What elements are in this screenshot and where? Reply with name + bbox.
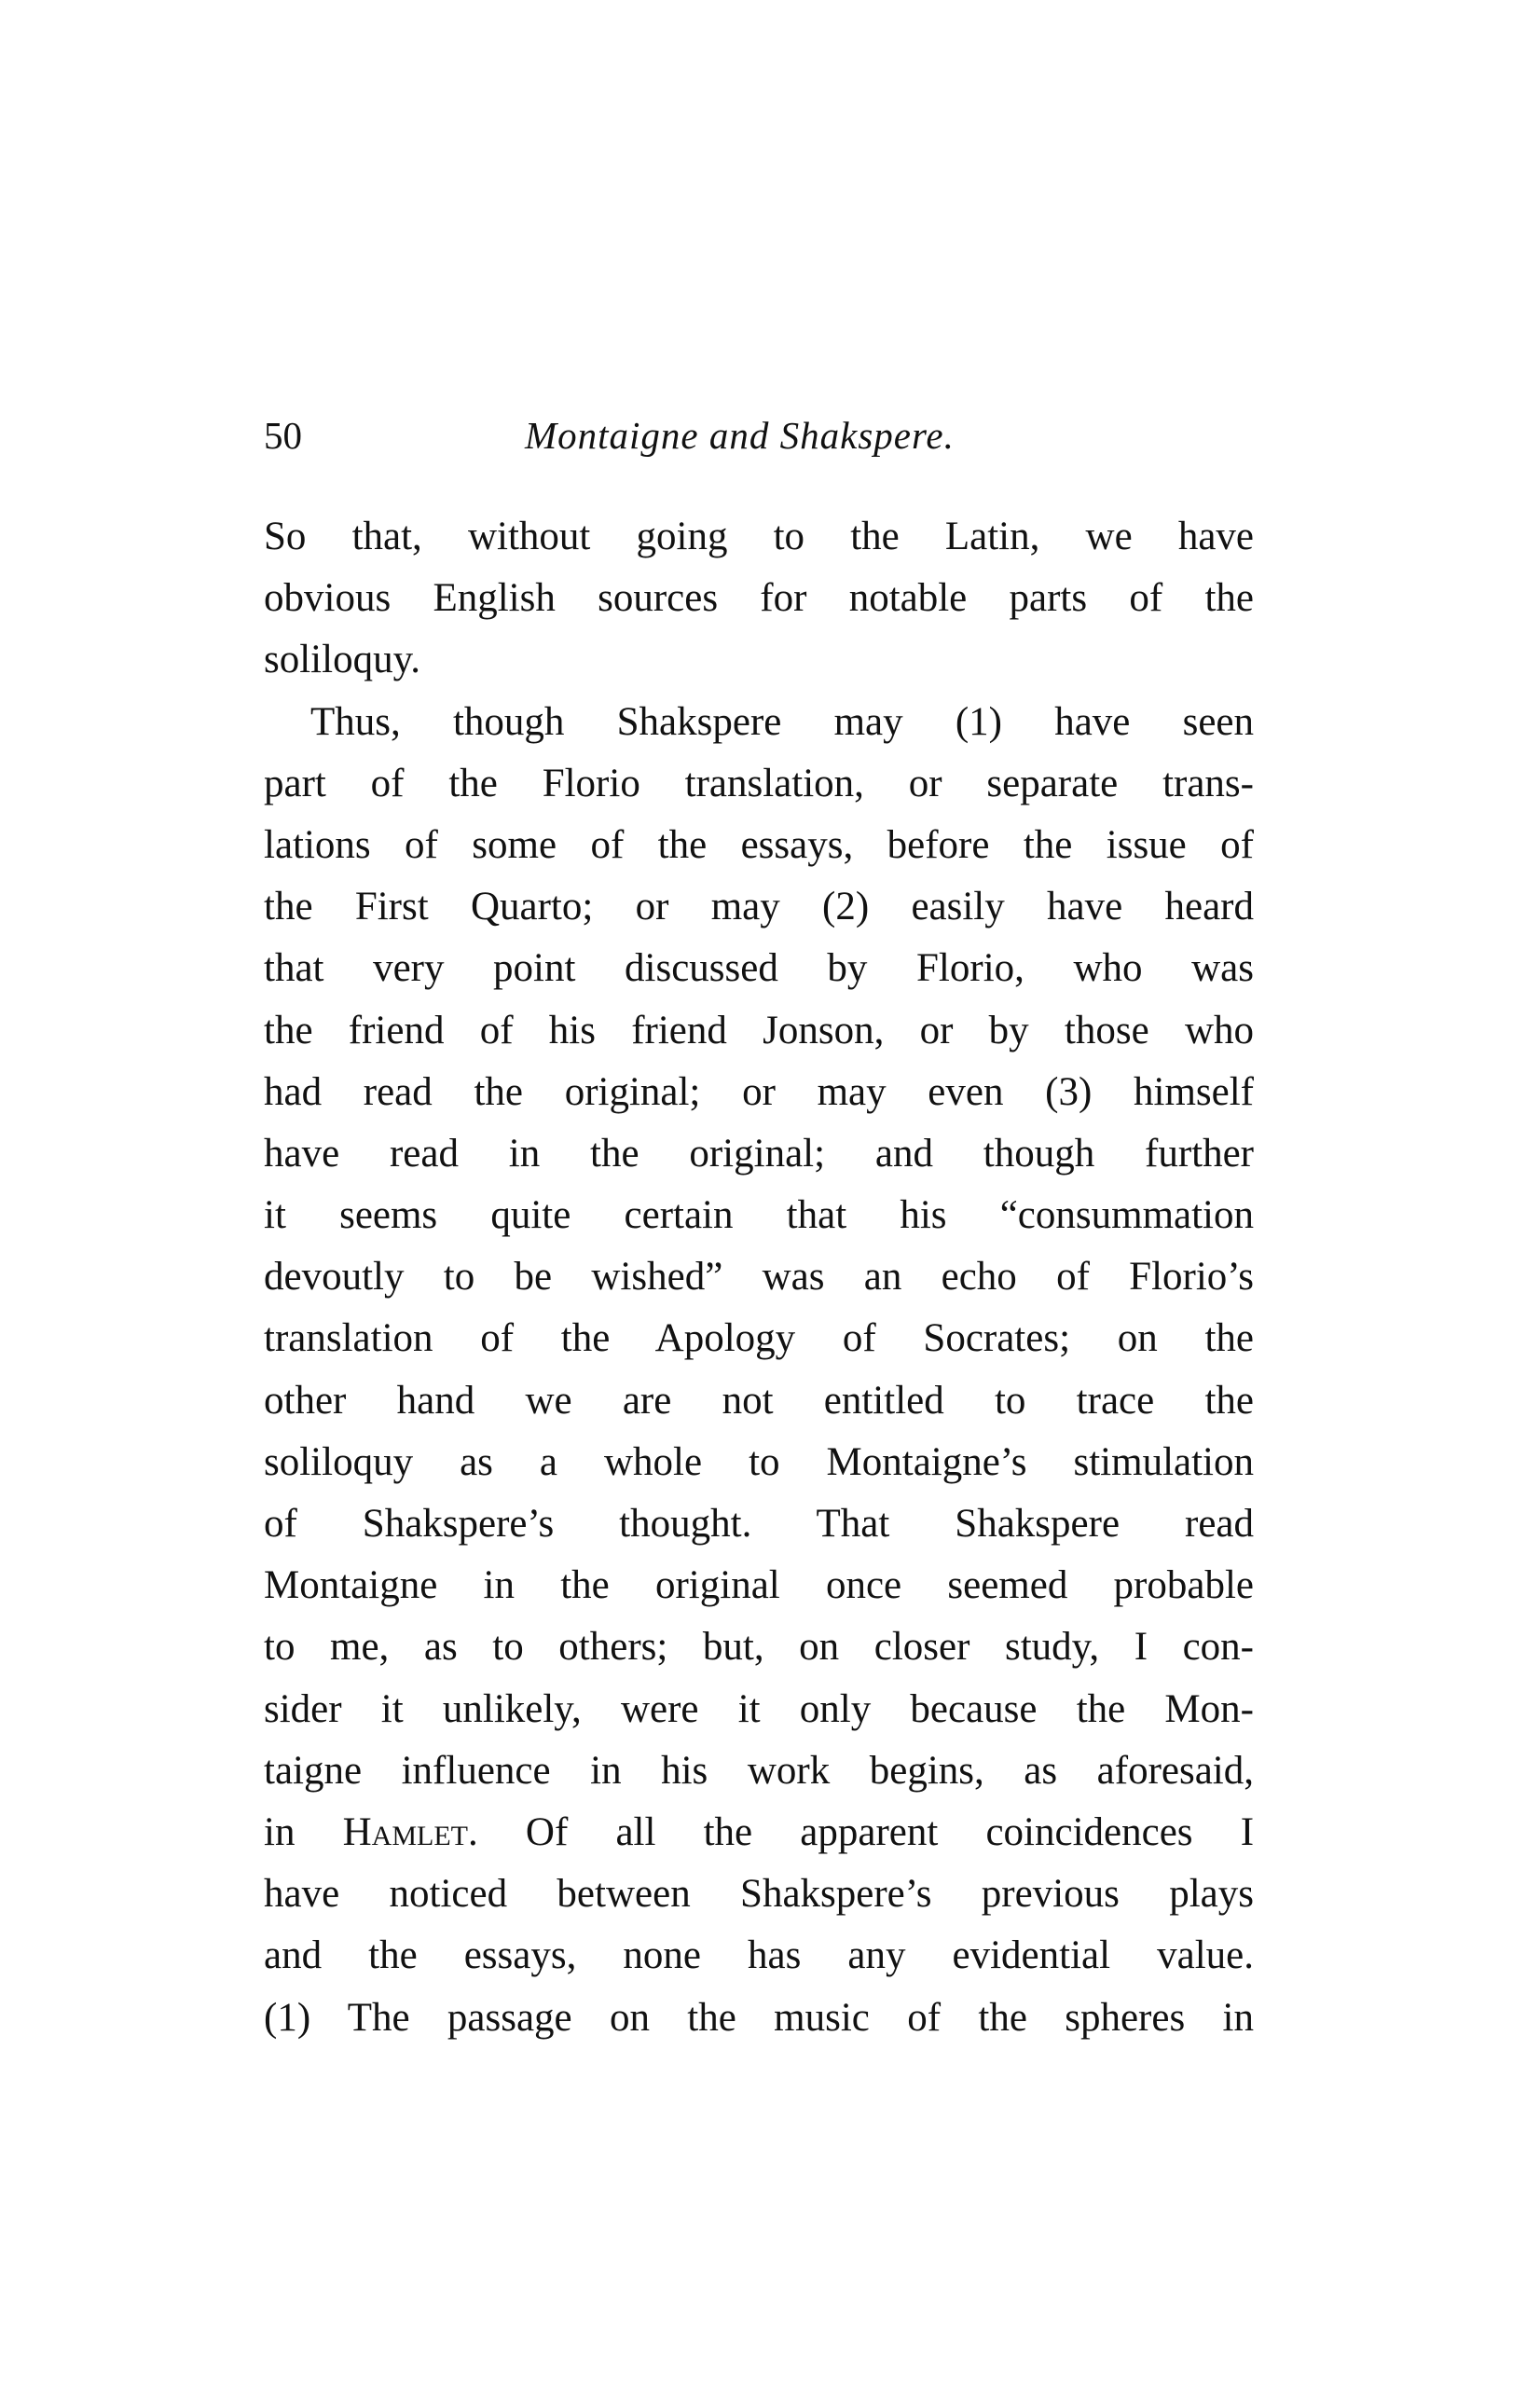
body-text — [264, 506, 1254, 2049]
text-line: had read the original; or may even (3) himself — [264, 1069, 1254, 1114]
text-line: Thus, though Shakspere may (1) have seen — [310, 699, 1254, 744]
hamlet-small-caps: Hamlet — [342, 1809, 468, 1854]
text-line: Montaigne in the original once seemed probable — [264, 1563, 1254, 1608]
text-line: soliloquy. — [264, 638, 421, 682]
text-line-hamlet: in Hamlet. Of all the apparent coincidences I — [264, 1809, 1254, 1854]
text-line: have read in the original; and though further — [264, 1131, 1254, 1176]
text-line: translation of the Apology of Socrates; on the — [264, 1316, 1254, 1361]
text-line: part of the Florio translation, or separate trans- — [264, 761, 1254, 805]
text-line: the friend of his friend Jonson, or by those who — [264, 1008, 1254, 1052]
text-line: lations of some of the essays, before the issue of — [264, 822, 1254, 867]
running-title: Montaigne and Shakspere. — [525, 414, 955, 457]
text-line: taigne influence in his work begins, as aforesaid, — [264, 1748, 1254, 1793]
text-line: sider it unlikely, were it only because the Mon- — [264, 1686, 1254, 1731]
text-line: the First Quarto; or may (2) easily have heard — [264, 885, 1254, 929]
page-number: 50 — [264, 414, 302, 457]
text-line: have noticed between Shakspere’s previous plays — [264, 1872, 1254, 1917]
text-line: that very point discussed by Florio, who was — [264, 946, 1254, 991]
text-line: and the essays, none has any evidential value. — [264, 1933, 1254, 1978]
text-line: soliloquy as a whole to Montaigne’s stimulation — [264, 1439, 1254, 1484]
text-line: obvious English sources for notable parts of the — [264, 576, 1254, 621]
text-line: of Shakspere’s thought. That Shakspere read — [264, 1502, 1254, 1546]
running-head — [264, 407, 1254, 463]
text-line: to me, as to others; but, on closer study, I con- — [264, 1625, 1254, 1670]
text-line: it seems quite certain that his “consummation — [264, 1193, 1254, 1238]
text-line: So that, without going to the Latin, we have — [264, 515, 1254, 558]
text-line: other hand we are not entitled to trace the — [264, 1378, 1254, 1423]
text-line: devoutly to be wished” was an echo of Florio’s — [264, 1255, 1254, 1300]
text-line: (1) The passage on the music of the spheres in — [264, 1995, 1254, 2040]
